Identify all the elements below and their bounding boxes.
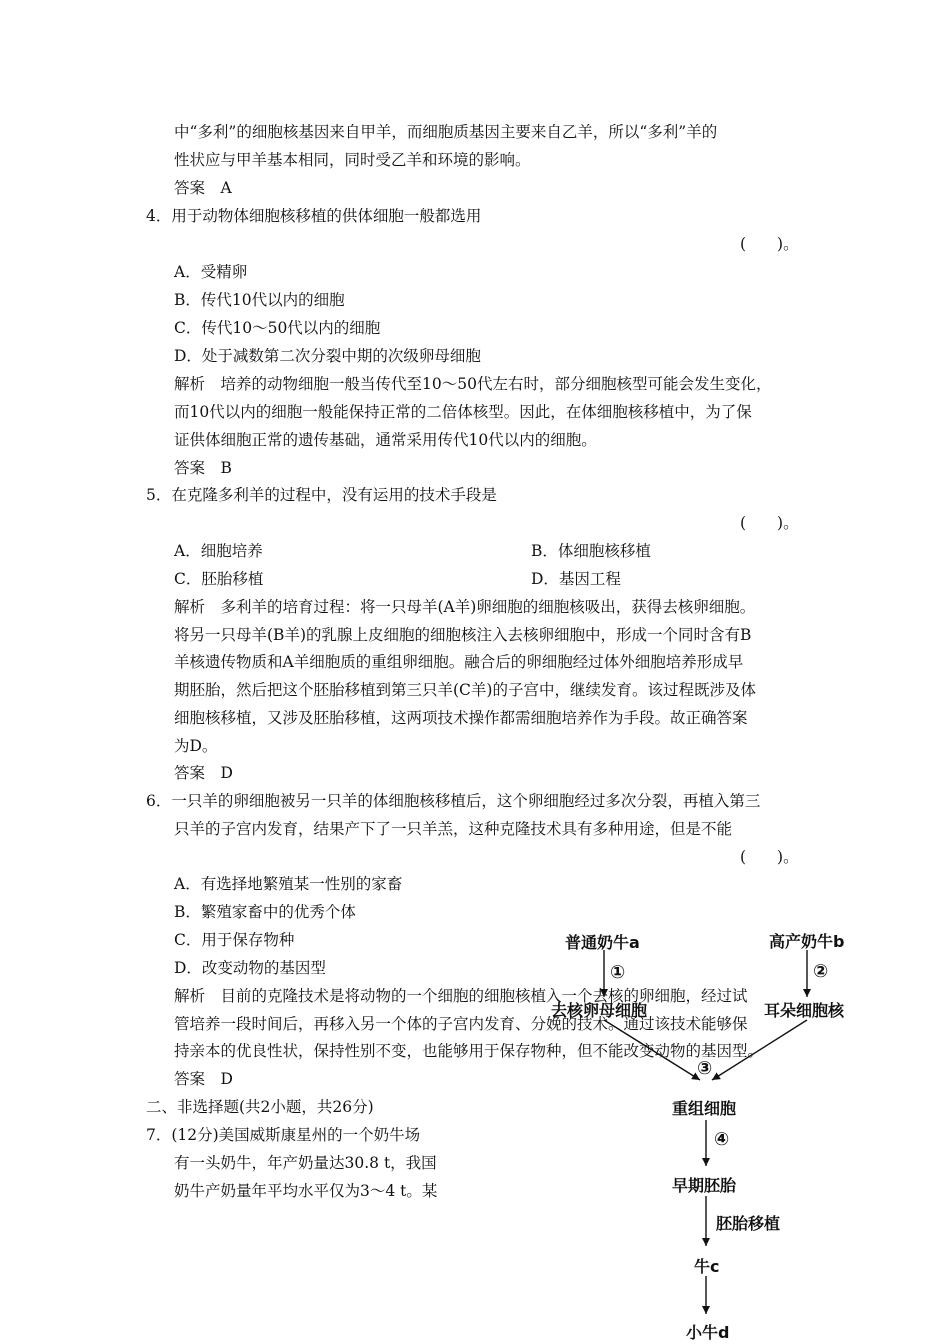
explanation-line: 羊核遗传物质和A羊细胞质的重组卵细胞。融合后的卵细胞经过体外细胞培养形成早 <box>174 653 744 671</box>
answer-line: 答案 B <box>174 459 232 477</box>
answer-blank: ( )。 <box>740 235 799 253</box>
option-a: A．细胞培养 <box>174 542 263 560</box>
explanation-line: 解析 培养的动物细胞一般当传代至10～50代左右时，部分细胞核型可能会发生变化， <box>174 375 772 393</box>
diagram-node-high-yield-cow: 高产奶牛b <box>769 932 845 951</box>
diagram-node-cow-c: 牛c <box>694 1257 720 1276</box>
answer-line: 答案 D <box>174 764 233 782</box>
option-a: A．有选择地繁殖某一性别的家畜 <box>174 875 403 893</box>
option-b: B．繁殖家畜中的优秀个体 <box>174 903 356 921</box>
diagram-node-enucleated-oocyte: 去核卵母细胞 <box>551 1001 648 1020</box>
text-line: 性状应与甲羊基本相同，同时受乙羊和环境的影响。 <box>174 151 531 169</box>
answer-blank: ( )。 <box>740 848 799 866</box>
option-d: D．改变动物的基因型 <box>174 959 326 977</box>
diagram-node-recombinant-cell: 重组细胞 <box>672 1099 737 1118</box>
diagram-label-embryo-transfer: 胚胎移植 <box>716 1214 781 1233</box>
explanation-line: 期胚胎，然后把这个胚胎移植到第三只羊(C羊)的子宫中，继续发育。该过程既涉及体 <box>174 681 756 699</box>
diagram-node-early-embryo: 早期胚胎 <box>672 1176 737 1195</box>
explanation-line: 解析 目前的克隆技术是将动物的一个细胞的细胞核植入一个去核的卵细胞，经过试 <box>174 987 748 1005</box>
option-a: A．受精卵 <box>174 263 248 281</box>
question-6: 6．一只羊的卵细胞被另一只羊的体细胞核移植后，这个卵细胞经过多次分裂，再植入第三 <box>146 792 761 810</box>
question-7-cont: 奶牛产奶量年平均水平仅为3～4 t。某 <box>174 1182 438 1200</box>
diagram-node-ear-cell-nucleus: 耳朵细胞核 <box>764 1001 845 1020</box>
explanation-line: 而10代以内的细胞一般能保持正常的二倍体核型。因此，在体细胞核移植中，为了保 <box>174 403 752 421</box>
text-line: 中“多利”的细胞核基因来自甲羊，而细胞质基因主要来自乙羊，所以“多利”羊的 <box>174 123 718 141</box>
diagram-node-calf-d: 小牛d <box>686 1323 730 1342</box>
diagram-node-ordinary-cow: 普通奶牛a <box>565 933 640 952</box>
answer-line: 答案 A <box>174 179 232 197</box>
option-c: C．用于保存物种 <box>174 931 295 949</box>
question-5: 5．在克隆多利羊的过程中，没有运用的技术手段是 <box>146 486 497 504</box>
explanation-line: 管培养一段时间后，再移入另一个体的子宫内发育、分娩的技术。通过该技术能够保 <box>174 1015 748 1033</box>
option-b: B．传代10代以内的细胞 <box>174 291 345 309</box>
diagram-step-4: ④ <box>714 1129 730 1150</box>
question-4: 4．用于动物体细胞核移植的供体细胞一般都选用 <box>146 207 482 225</box>
explanation-line: 解析 多利羊的培育过程：将一只母羊(A羊)卵细胞的细胞核吸出，获得去核卵细胞。 <box>174 598 756 616</box>
answer-blank: ( )。 <box>740 514 799 532</box>
option-d: D．处于减数第二次分裂中期的次级卵母细胞 <box>174 347 481 365</box>
explanation-line: 证供体细胞正常的遗传基础，通常采用传代10代以内的细胞。 <box>174 431 597 449</box>
explanation-line: 持亲本的优良性状，保持性别不变，也能够用于保存物种，但不能改变动物的基因型。 <box>174 1042 764 1060</box>
answer-line: 答案 D <box>174 1070 233 1088</box>
arrow-nucleus-to-merge <box>712 1020 807 1080</box>
section-heading: 二、非选择题(共2小题，共26分) <box>146 1098 374 1116</box>
option-c: C．胚胎移植 <box>174 570 264 588</box>
question-7: 7．(12分)美国威斯康星州的一个奶牛场 <box>146 1126 421 1144</box>
diagram-step-3: ③ <box>697 1058 713 1079</box>
arrow-oocyte-to-merge <box>604 1020 700 1080</box>
question-6-cont: 只羊的子宫内发育，结果产下了一只羊羔，这种克隆技术具有多种用途，但是不能 <box>174 820 733 838</box>
diagram-step-2: ② <box>813 961 829 982</box>
option-b: B．体细胞核移植 <box>531 542 651 560</box>
diagram-step-1: ① <box>610 962 626 983</box>
option-d: D．基因工程 <box>531 570 621 588</box>
question-7-cont: 有一头奶牛，年产奶量达30.8 t，我国 <box>174 1154 437 1172</box>
explanation-line: 为D。 <box>174 737 218 755</box>
explanation-line: 细胞核移植，又涉及胚胎移植，这两项技术操作都需细胞培养作为手段。故正确答案 <box>174 709 748 727</box>
explanation-line: 将另一只母羊(B羊)的乳腺上皮细胞的细胞核注入去核卵细胞中，形成一个同时含有B <box>174 626 752 644</box>
option-c: C．传代10～50代以内的细胞 <box>174 319 381 337</box>
